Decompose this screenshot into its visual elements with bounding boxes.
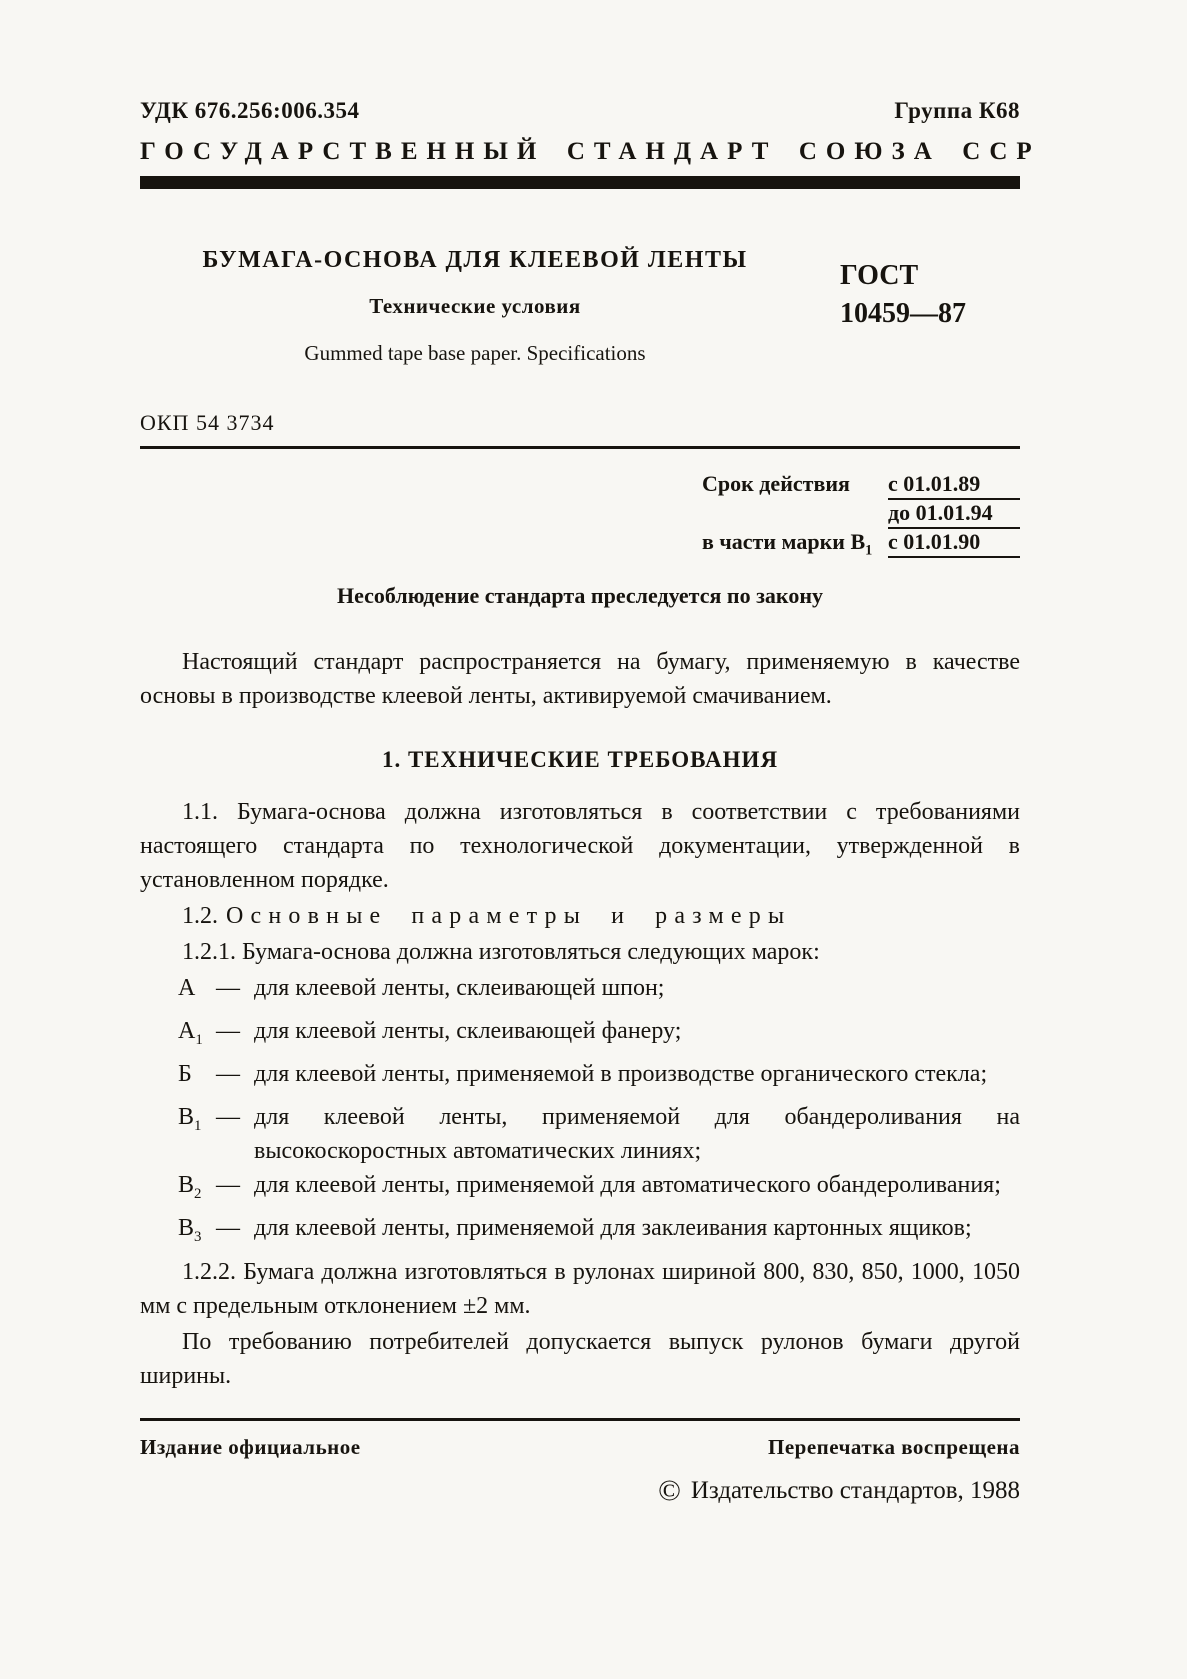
- gost-number-block: [840, 247, 1020, 366]
- title-left-column: [140, 247, 840, 366]
- mark-label: $В_1$: [178, 1103, 202, 1134]
- mark-label: А: [178, 975, 196, 1002]
- clause-1-2-2-continued: По требованию потребителей допускается выпуск рулонов бумаги другой ширины.: [140, 1329, 1020, 1390]
- mark-dash: —: [216, 1060, 240, 1087]
- mark-description: для клеевой ленты, склеивающей шпон;: [254, 975, 665, 1002]
- mark-item-b: [140, 1057, 1020, 1100]
- clause-1-2-title: Основные параметры и размеры: [226, 903, 792, 930]
- footer-row: [140, 1435, 1020, 1460]
- footer-rule: [140, 1418, 1020, 1421]
- group-code: Группа К68: [894, 98, 1020, 123]
- validity-mark-label: в части марки $В_1$: [702, 529, 873, 559]
- mark-dash: —: [216, 1171, 240, 1198]
- mark-item-v1: [140, 1100, 1020, 1168]
- state-standard-heading: ГОСУДАРСТВЕННЫЙ СТАНДАРТ СОЮЗА ССР: [140, 138, 1041, 165]
- validity-row-from: [702, 471, 1020, 500]
- document-subtitle: Технические условия: [369, 294, 581, 318]
- reprint-forbidden-label: Перепечатка воспрещена: [768, 1435, 1020, 1459]
- clause-1-2-1: 1.2.1. Бумага-основа должна изготовляться следующих марок:: [182, 939, 820, 966]
- mark-label: Б: [178, 1060, 192, 1087]
- header-divider-bar: [140, 176, 1020, 189]
- validity-label: Срок действия: [702, 471, 850, 496]
- law-notice: Несоблюдение стандарта преследуется по закону: [337, 583, 823, 609]
- validity-date-to: до 01.01.94: [888, 500, 1020, 529]
- copyright-line: [140, 1474, 1020, 1508]
- copyright-text: Издательство стандартов, 1988: [690, 1477, 1020, 1504]
- section-1-heading: 1. ТЕХНИЧЕСКИЕ ТРЕБОВАНИЯ: [381, 747, 779, 773]
- mark-label: $А_1$: [178, 1018, 203, 1048]
- mark-dash: —: [216, 975, 240, 1002]
- document-title: БУМАГА-ОСНОВА ДЛЯ КЛЕЕВОЙ ЛЕНТЫ: [202, 247, 748, 273]
- gost-number: 10459—87: [840, 297, 966, 329]
- mark-item-a1: [140, 1014, 1020, 1057]
- clause-1-2: [140, 899, 1020, 933]
- title-block: [140, 247, 1020, 366]
- mark-description: для клеевой ленты, применяемой в производстве органического стекла;: [254, 1060, 988, 1087]
- intro-paragraph: Настоящий стандарт распространяется на бумагу, применяемую в качестве основы в производстве клеевой ленты, активируемой смачиванием.: [140, 649, 1020, 710]
- gost-label: ГОСТ: [840, 260, 919, 291]
- validity-row-to: [702, 500, 1020, 529]
- mark-description: для клеевой ленты, применяемой для обандероливания на высокоскоростных автоматических линиях;: [254, 1103, 1020, 1164]
- mark-description: для клеевой ленты, склеивающей фанеру;: [254, 1018, 682, 1045]
- mark-subscript: 1: [865, 542, 873, 559]
- mark-description: для клеевой ленты, применяемой для заклеивания картонных ящиков;: [254, 1214, 972, 1241]
- document-english-title: Gummed tape base paper. Specifications: [304, 341, 646, 365]
- validity-mark-date: с 01.01.90: [888, 529, 1020, 558]
- mark-item-v2: [140, 1168, 1020, 1211]
- copyright-icon: ©: [658, 1474, 681, 1507]
- mark-dash: —: [216, 1018, 240, 1045]
- udk-code: УДК 676.256:006.354: [140, 98, 360, 123]
- mark-label: $В_3$: [178, 1214, 202, 1245]
- validity-block: [702, 471, 1020, 559]
- mark-item-a: [140, 971, 1020, 1014]
- horizontal-rule: [140, 446, 1020, 449]
- mark-dash: —: [216, 1214, 240, 1241]
- clause-1-2-2: 1.2.2. Бумага должна изготовляться в рулонах шириной 800, 830, 850, 1000, 1050 мм с предельным отклонением ±2 мм.: [140, 1259, 1020, 1320]
- validity-date-from: с 01.01.89: [888, 471, 1020, 500]
- mark-label: $В_2$: [178, 1171, 202, 1202]
- clause-1-2-number: 1.2.: [182, 903, 218, 930]
- marks-list: [140, 971, 1020, 1253]
- official-edition-label: Издание официальное: [140, 1435, 361, 1459]
- header-codes-row: [140, 98, 1020, 124]
- validity-row-mark: [702, 529, 1020, 559]
- page-footer: [140, 1418, 1020, 1508]
- clause-1-1: 1.1. Бумага-основа должна изготовляться в соответствии с требованиями настоящего стандарта по технологической документации, утвержденной в установленном порядке.: [140, 799, 1020, 894]
- mark-item-v3: [140, 1211, 1020, 1254]
- mark-description: для клеевой ленты, применяемой для автоматического обандероливания;: [254, 1171, 1001, 1198]
- mark-dash: —: [216, 1103, 240, 1130]
- okp-code: ОКП 54 3734: [140, 410, 275, 435]
